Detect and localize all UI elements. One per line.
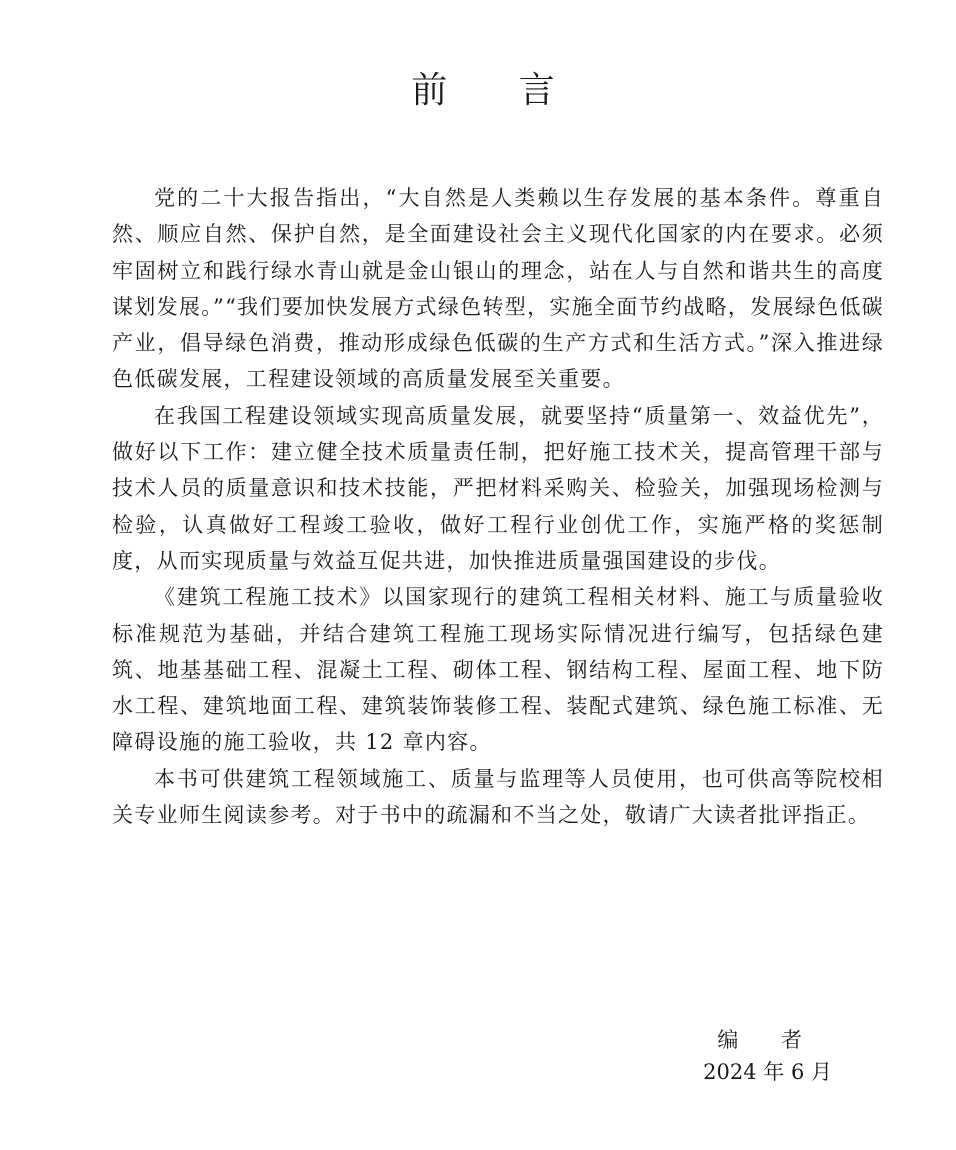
paragraph-3: 《建筑工程施工技术》以国家现行的建筑工程相关材料、施工与质量验收标准规范为基础，并结合建筑工程施工现场实际情况进行编写，包括绿色建筑、地基基础工程、混凝土工程、砌体工程、钢结构工程、屋面工程、地下防水工程、建筑地面工程、建筑装饰装修工程、装配式建筑、绿色施工标准、无障碍设施的施工验收，共 12 章内容。 — [112, 585, 884, 755]
signature-author: 编 者 — [717, 1028, 820, 1052]
signature-block — [700, 1024, 840, 1088]
paragraph-4: 本书可供建筑工程领域施工、质量与监理等人员使用，也可供高等院校相关专业师生阅读参考。对于书中的疏漏和不当之处，敬请广大读者批评指正。 — [112, 766, 884, 828]
page-title: 前 言 — [411, 70, 585, 111]
preface-body — [112, 180, 884, 833]
paragraph-1: 党的二十大报告指出，“大自然是人类赖以生存发展的基本条件。尊重自然、顺应自然、保护自然，是全面建设社会主义现代化国家的内在要求。必须牢固树立和践行绿水青山就是金山银山的理念，站在人与自然和谐共生的高度谋划发展。”“我们要加快发展方式绿色转型，实施全面节约战略，发展绿色低碳产业，倡导绿色消费，推动形成绿色低碳的生产方式和生活方式。”深入推进绿色低碳发展，工程建设领域的高质量发展至关重要。 — [112, 186, 884, 392]
paragraph-2: 在我国工程建设领域实现高质量发展，就要坚持“质量第一、效益优先”，做好以下工作：建立健全技术质量责任制，把好施工技术关，提高管理干部与技术人员的质量意识和技术技能，严把材料采购关、检验关，加强现场检测与检验，认真做好工程竣工验收，做好工程行业创优工作，实施严格的奖惩制度，从而实现质量与效益互促共进，加快推进质量强国建设的步伐。 — [112, 403, 884, 573]
signature-date: 2024 年 6 月 — [703, 1060, 832, 1084]
